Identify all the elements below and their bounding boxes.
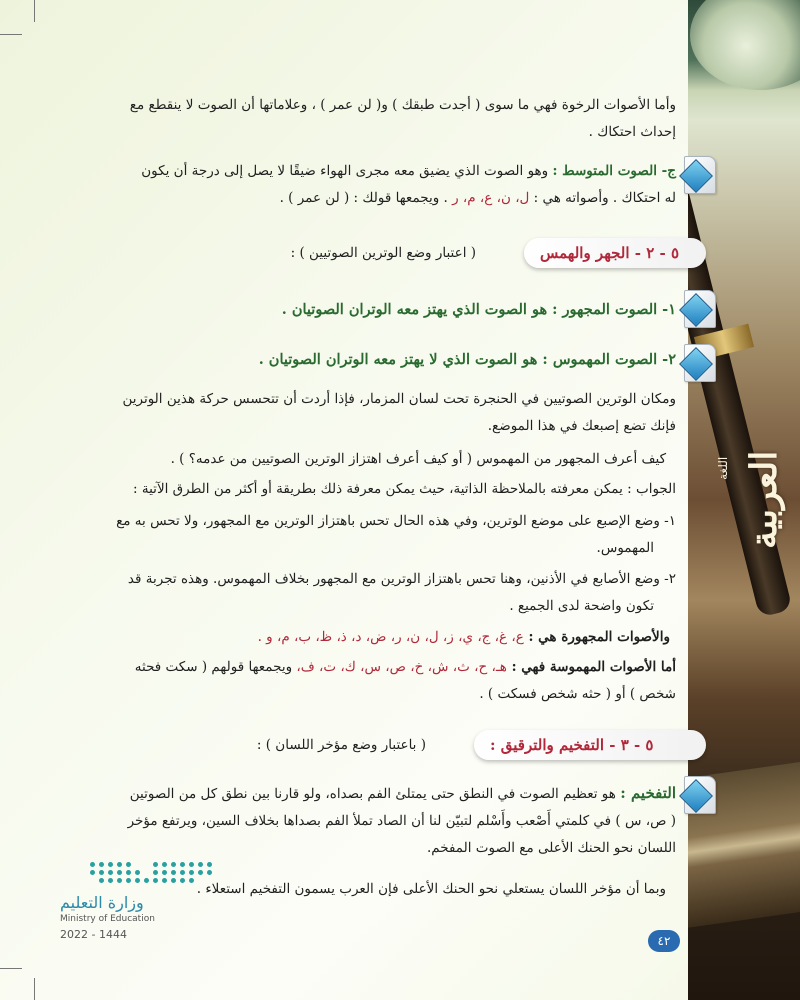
text-span: . ويجمعها قولك : ( لن عمر ) . [279,190,453,206]
text-line [76,158,676,185]
term-label: ج- الصوت المتوسط : [552,163,676,179]
mahmusa-letters-block [76,654,676,708]
text-line: ومكان الوترين الصوتيين في الحنجرة تحت لسان المزمار، فإذا أردت أن تتحسس حركة هذين الوترين [122,391,676,407]
text-line: المهموس. [596,540,654,556]
ministry-dots-icon [90,862,180,883]
text-line: تكون واضحة لدى الجميع . [509,598,654,614]
decorative-sidebar [688,0,800,1000]
mutawassit-paragraph [76,158,676,212]
subject-title: العربية [743,450,785,550]
term-label: أما الأصوات المهموسة فهي : [506,659,676,675]
text-line: إحداث احتكاك . [588,124,676,140]
crop-mark-top-left-v [34,0,35,22]
text-line: ( باعتبار وضع مؤخر اللسان ) : [256,737,426,753]
crop-mark-bottom-left [0,968,22,969]
medallion-image [690,0,800,90]
majhura-letters-line [76,624,670,651]
term-label: التفخيم : [620,784,676,802]
text-line [76,624,670,651]
section-heading-jahr [524,238,706,268]
tafkhim-note [76,732,426,759]
text-span: هو تعظيم الصوت في النطق حتى يمتلئ الفم بصداه، ولو قارنا بين نطق كل من الصوتين [129,786,621,802]
mahmus-definition [76,346,676,373]
text-span: ويجمعها قولهم ( سكت فحثه [134,659,297,675]
text-line: وبما أن مؤخر اللسان يستعلي نحو الحنك الأعلى فإن العرب يسمون التفخيم استعلاء . [196,881,666,897]
location-paragraph [76,386,676,440]
text-line: اللسان نحو الحنك الأعلى مع الصوت المفخم. [426,840,676,856]
crop-mark-bottom-left-v [34,978,35,1000]
text-line: شخص ) أو ( حثه شخص فسكت ) . [479,686,676,702]
text-line [76,780,676,808]
text-line: ( اعتبار وضع الوترين الصوتيين ) : [290,245,476,261]
ministry-logo [60,862,180,941]
subject-subtitle: اللغة [716,456,730,480]
question-line [76,446,666,473]
section-heading-tafkhim [474,730,706,760]
ministry-name-en: Ministry of Education [60,914,155,924]
letter-list: هـ، ح، ث، ش، خ، ص، س، ك، ت، ف، [296,659,507,675]
answer-line [76,476,676,503]
jahr-note [76,240,476,267]
text-line: ١- وضع الإصبع على موضع الوترين، وفي هذه الحال تحس باهتزاز الوترين مع المجهور، ولا تحس به مع [116,513,676,529]
method-1 [76,508,676,562]
ministry-name-ar: وزارة التعليم [60,893,144,912]
term-label: والأصوات المجهورة هي : [523,629,670,645]
letter-list: ع، غ، ج، ي، ز، ل، ن، ر، ض، د، ذ، ظ، ب، م، و . [257,629,524,645]
definition-line: ١- الصوت المجهور : هو الصوت الذي يهتز معه الوتران الصوتيان . [281,301,676,318]
text-span: وهو الصوت الذي يضيق معه مجرى الهواء ضيقًا لا يصل إلى درجة أن يكون [141,163,553,179]
text-line: ٢- وضع الأصابع في الأذنين، وهنا تحس باهتزاز الوترين مع المجهور بخلاف المهموس. وهذه تجربة قد [127,571,676,587]
text-line: الجواب : يمكن معرفته بالملاحظة الذاتية، حيث يمكن معرفة ذلك بطريقة أو أكثر من الطرق الآتية : [133,481,676,497]
section-title: ٥ - ٣ - التفخيم والترقيق : [490,735,654,754]
rakhwa-paragraph [76,92,676,146]
tafkhim-paragraph [76,780,676,862]
text-line: فإنك تضع إصبعك في هذا الموضع. [487,418,676,434]
letter-list: ل، ن، ع، م، ر [452,190,530,206]
majhur-definition [76,296,676,323]
edition-year: 2022 - 1444 [60,928,127,941]
method-2 [76,566,676,620]
page-number: ٤٢ [648,930,680,952]
text-span: له احتكاك . وأصواته هي : [529,190,676,206]
text-line [76,654,676,681]
text-line [76,185,676,212]
section-title: ٥ - ٢ - الجهر والهمس [540,243,679,262]
text-line: وأما الأصوات الرخوة فهي ما سوى ( أجدت طبقك ) و( لن عمر ) ، وعلاماتها أن الصوت لا ينقطع مع [129,97,676,113]
text-line: ( ص، س ) في كلمتي أَصْعب وأَسْلم لتبيّن لنا أن الصاد تملأ الفم بصداها بخلاف السين، ويرتفع مؤخر [127,813,676,829]
crop-mark-top-left [0,34,22,35]
text-line: كيف أعرف المجهور من المهموس ( أو كيف أعرف اهتزاز الوترين الصوتيين من عدمه؟ ) . [170,451,666,467]
definition-line: ٢- الصوت المهموس : هو الصوت الذي لا يهتز معه الوتران الصوتيان . [258,351,676,368]
